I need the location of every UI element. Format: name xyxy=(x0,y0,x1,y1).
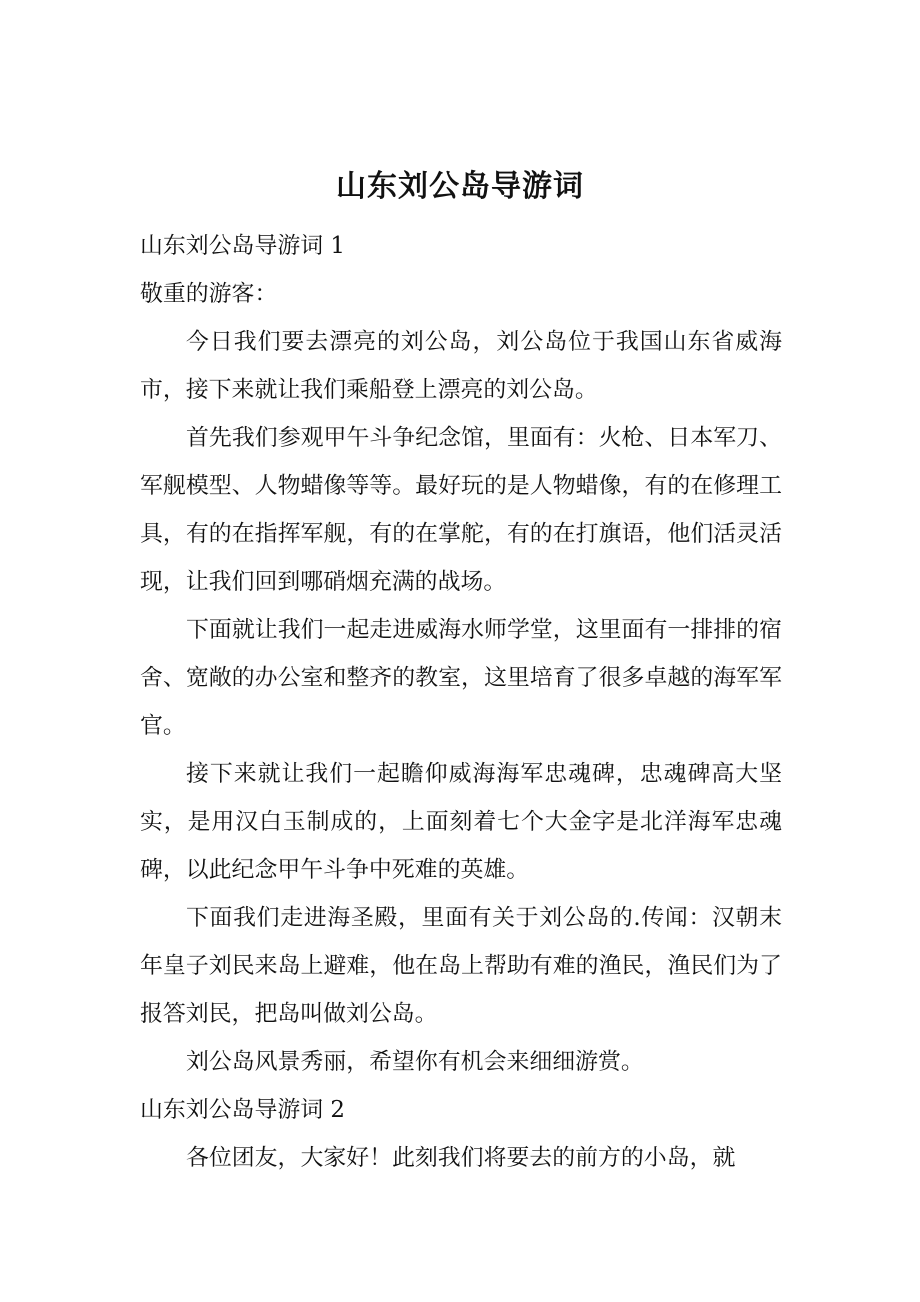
paragraph: 下面就让我们一起走进威海水师学堂，这里面有一排排的宿舍、宽敞的办公室和整齐的教室，这里培育了很多卓越的海军军官。 xyxy=(140,617,782,739)
paragraph: 刘公岛风景秀丽，希望你有机会来细细游赏。 xyxy=(186,1049,644,1075)
paragraph: 各位团友，大家好！此刻我们将要去的前方的小岛，就 xyxy=(186,1145,736,1171)
document-title: 山东刘公岛导游词 xyxy=(336,169,584,205)
section-heading: 山东刘公岛导游词 2 xyxy=(140,1097,345,1123)
document-body xyxy=(140,222,782,1182)
paragraph: 今日我们要去漂亮的刘公岛，刘公岛位于我国山东省威海市，接下来就让我们乘船登上漂亮的刘公岛。 xyxy=(140,329,782,403)
paragraph: 接下来就让我们一起瞻仰威海海军忠魂碑，忠魂碑高大坚实，是用汉白玉制成的，上面刻着七个大金字是北洋海军忠魂碑，以此纪念甲午斗争中死难的英雄。 xyxy=(140,761,782,883)
paragraph: 下面我们走进海圣殿，里面有关于刘公岛的.传闻：汉朝末年皇子刘民来岛上避难，他在岛上帮助有难的渔民，渔民们为了报答刘民，把岛叫做刘公岛。 xyxy=(140,905,782,1027)
salutation: 敬重的游客： xyxy=(140,281,278,307)
paragraph: 首先我们参观甲午斗争纪念馆，里面有：火枪、日本军刀、军舰模型、人物蜡像等等。最好玩的是人物蜡像，有的在修理工具，有的在指挥军舰，有的在掌舵，有的在打旗语，他们活灵活现，让我们回到哪硝烟充满的战场。 xyxy=(140,425,782,595)
section-heading: 山东刘公岛导游词 1 xyxy=(140,233,345,259)
